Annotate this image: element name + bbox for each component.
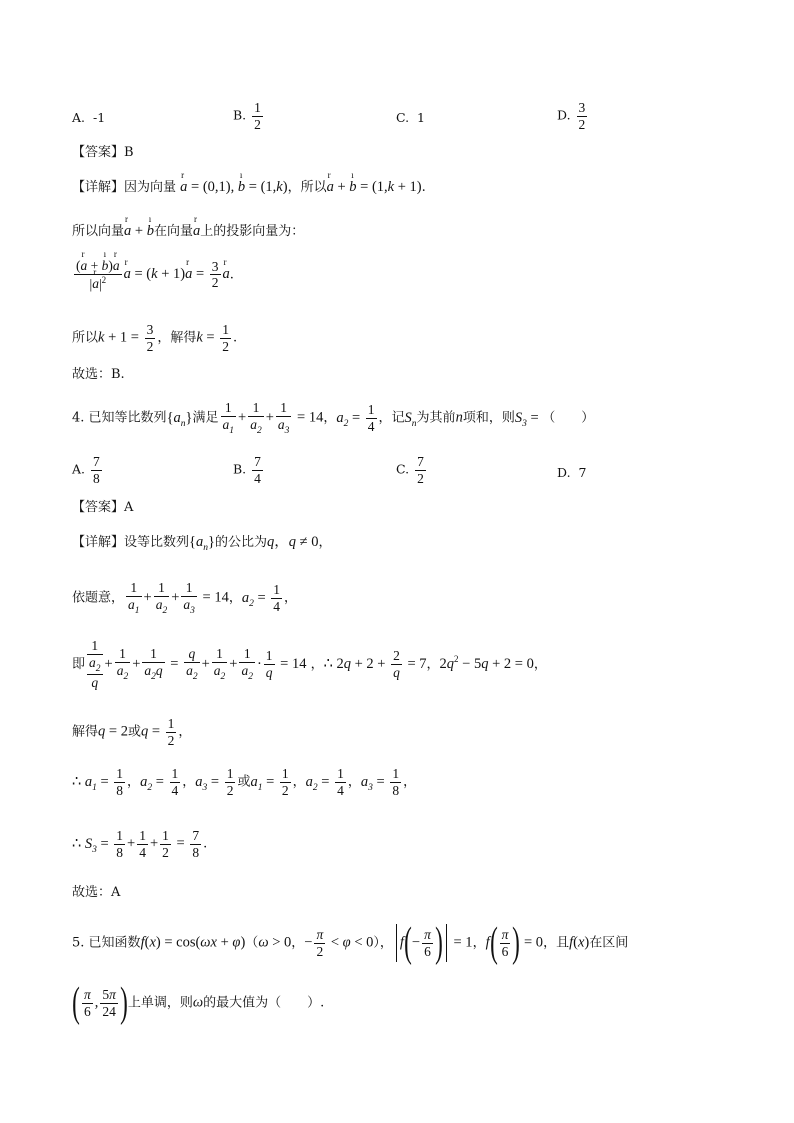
fraction: $\frac{3}{2}$ [578, 100, 586, 132]
text: 依题意， [72, 590, 125, 606]
fraction: $\frac{1}{a_3}$ [183, 580, 195, 616]
option-letter: A. [72, 461, 86, 477]
fraction: $\frac{1}{a_1}$ [128, 580, 140, 616]
fraction: $\frac{7}{8}$ [192, 828, 200, 860]
q4-option-a [72, 454, 104, 486]
q4-detail-line4: 解得q = 2或q = $\frac{1}{2}$ ， [72, 716, 192, 748]
text: ）， [373, 935, 393, 951]
text: 上的投影向量为： [200, 224, 305, 239]
q3-option-d [557, 100, 589, 132]
fraction: $\frac{1}{2}$ [281, 766, 289, 798]
text: （ [245, 935, 259, 951]
q3-projection-formula: $\frac{\text{(r a + ı b)r a}}{|r a|^2}$ r a = (k + 1)r a = $\frac{3}{2}$ r a. [72, 258, 234, 292]
math-expr: r a [193, 224, 200, 239]
option-letter: A. [72, 110, 86, 125]
q5-stem-line2: ( $\frac{\pi}{6}$ , $\frac{5\pi}{24}$ )上单调，则ω的最大值为（ ）. [72, 980, 325, 1026]
detail-label: 【详解】 [72, 180, 125, 195]
fraction: $\frac{1}{4}$ [337, 766, 344, 798]
math-expr: r a + ı b [124, 223, 154, 239]
fraction: $\frac{1}{2}$ [254, 100, 261, 132]
q4-stem: 4. 已知等比数列$\{a_n\}$满足 $\frac{1}{a_1}$ + $\frac{1}{a_2}$ + $\frac{1}{a_3}$ = 14，$a_2$ = $\frac{1}{4}$ ，记$S_n$为其前n项和，则$S_3$ = （ ） [72, 400, 595, 436]
option-value: 7 [578, 465, 587, 480]
fraction: $\frac{1}{a_2}$ [250, 400, 262, 436]
fraction: $\frac{3}{2}$ [146, 322, 154, 354]
option-letter: D. [557, 465, 571, 480]
fraction: $\frac{1}{4}$ [139, 828, 146, 860]
fraction: $\frac{1}{a_1}$ [222, 400, 235, 436]
text: ， [472, 935, 486, 951]
fraction: $\frac{1}{q}$ [265, 648, 273, 680]
fraction: 1 $a_2$ q [89, 638, 101, 691]
fraction: $\frac{1}{2}$ [167, 716, 175, 748]
q4-detail-line6: ∴ $S_3$ = $\frac{1}{8}$ + $\frac{1}{4}$ + $\frac{1}{2}$ = $\frac{7}{8}$ . [72, 828, 208, 860]
text: 即 [72, 656, 86, 672]
math-expr: r a + ı b = (1,k + 1) [327, 179, 422, 195]
fraction: $\frac{7}{4}$ [254, 454, 261, 486]
text: （ ） [542, 410, 595, 426]
option-value: -1 [92, 110, 106, 125]
text: ，且 [543, 935, 570, 951]
q4-conclusion: 故选：A [72, 885, 121, 900]
text: ， [291, 935, 305, 951]
text: 或 [127, 724, 141, 740]
detail-label: 【详解】 [72, 535, 125, 550]
text: 为其前 [416, 410, 456, 426]
text: ， [323, 410, 337, 426]
fraction: $\frac{\pi}{6}$ [84, 986, 91, 1019]
text: 满足 [192, 410, 219, 426]
fraction: $\frac{1}{8}$ [116, 828, 124, 860]
fraction: $\frac{1}{2}$ [222, 322, 229, 354]
option-letter: C. [396, 461, 410, 477]
text: 已知等比数列 [88, 410, 167, 426]
fraction: $\frac{2}{q}$ [393, 648, 400, 680]
fraction: $\frac{3}{2}$ [211, 258, 219, 291]
text: ，解得 [157, 330, 197, 346]
q4-detail-line1: 【详解】设等比数列$\{a_n\}$的公比为q，q ≠ 0， [72, 534, 332, 553]
q4-detail-line3: 即 1 $a_2$ q + $\frac{1}{a_2}$ + $\frac{1}{a_2q}$ = $\frac{q}{a_2}$ + $\frac{1}{a_2}$ + $\frac{1}{a_2}$ · $\frac{1}{q}$ = 14 ，∴ 2q + 2 + $\frac{2}{q}$ = 7，$2q^2 - 5q + 2 = 0$， [72, 638, 547, 691]
q3-conclusion: 故选：B. [72, 367, 125, 382]
fraction: $\frac{\text{(r a + ı b)r a}}{|r a|^2}$ [74, 258, 122, 292]
text: 解得 [72, 724, 99, 740]
option-letter: B. [233, 107, 247, 123]
fraction: $\frac{5\pi}{24}$ [102, 986, 116, 1019]
q3-detail-line1: 【详解】因为向量 r a = (0,1), ı b = (1,k)，所以r a + ı b = (1,k + 1). [72, 180, 426, 195]
option-value: 1 [417, 110, 425, 125]
q3-option-c [396, 110, 425, 125]
fraction: $\frac{1}{a_2}$ [116, 646, 129, 682]
text: ，所以 [287, 180, 327, 195]
text: 已知函数 [88, 935, 141, 951]
text: 因为向量 [124, 180, 177, 195]
q4-option-d [557, 465, 586, 480]
fraction: $\frac{1}{2}$ [162, 828, 169, 860]
question-number: 4. [72, 410, 85, 426]
fraction: $\frac{1}{a_2}$ [155, 580, 168, 616]
option-letter: C. [396, 110, 410, 125]
q3-answer: 【答案】B [72, 145, 134, 160]
q4-option-b [233, 454, 265, 486]
question-number: 5. [72, 935, 85, 951]
q4-option-c [396, 454, 428, 486]
option-letter: B. [233, 461, 247, 477]
fraction: $\frac{1}{a_2}$ [213, 646, 226, 682]
text: 或 [237, 774, 251, 790]
fraction: $\frac{1}{4}$ [367, 402, 375, 434]
q3-detail-line4: 所以k + 1 = $\frac{3}{2}$ ，解得k = $\frac{1}{2}$ . [72, 322, 238, 354]
text: 所以向量 [72, 224, 125, 239]
text: 所以 [72, 330, 99, 346]
fraction: $\frac{1}{a_2}$ [241, 646, 253, 682]
fraction: $\frac{\pi}{6}$ [501, 926, 509, 959]
fraction: $\frac{1}{4}$ [171, 766, 179, 798]
fraction: $\frac{1}{8}$ [392, 766, 400, 798]
q5-stem-line1: 5. 已知函数f(x) = cos(ωx + φ)（ω > 0，− $\frac{\pi}{2}$ < φ < 0）， f(− $\frac{\pi}{6}$ ) = 1，f( $\frac{\pi}{6}$ ) = 0，且f(x)在区间 [72, 920, 629, 966]
q3-option-a [72, 110, 105, 125]
fraction: $\frac{7}{8}$ [93, 454, 100, 486]
text: 在区间 [589, 935, 629, 951]
q3-option-b [233, 100, 265, 132]
text: ，记 [378, 410, 405, 426]
q4-answer: 【答案】A [72, 500, 134, 515]
text: 在向量 [153, 224, 193, 239]
q4-detail-line2: 依题意， $\frac{1}{a_1}$ + $\frac{1}{a_2}$ + $\frac{1}{a_3}$ = 14，$a_2$ = $\frac{1}{4}$ ， [72, 580, 298, 616]
fraction: $\frac{1}{a_3}$ [277, 400, 290, 436]
fraction: $\frac{\pi}{2}$ [316, 926, 324, 959]
q3-detail-line2 [72, 224, 304, 239]
fraction: $\frac{q}{a_2}$ [186, 646, 198, 682]
q4-detail-line5: ∴ $a_1$ = $\frac{1}{8}$ ，$a_2$ = $\frac{1}{4}$ ，$a_3$ = $\frac{1}{2}$ 或$a_1$ = $\frac{1}{2}$ ，$a_2$ = $\frac{1}{4}$ ，$a_3$ = $\frac{1}{8}$ ， [72, 766, 417, 798]
text: 上单调，则 [127, 995, 193, 1011]
math-expr: r a = (0,1), ı b = (1,k) [180, 179, 287, 195]
option-letter: D. [557, 107, 571, 123]
fraction: $\frac{7}{2}$ [417, 454, 424, 486]
text: 的最大值为（ ）. [203, 995, 325, 1011]
text: 项和，则 [462, 410, 515, 426]
text: 的公比为 [214, 535, 267, 550]
fraction: $\frac{1}{2}$ [226, 766, 234, 798]
fraction: $\frac{1}{8}$ [116, 766, 124, 798]
fraction: $\frac{1}{a_2q}$ [144, 646, 163, 682]
fraction: $\frac{1}{4}$ [273, 582, 281, 614]
text: 设等比数列 [124, 535, 190, 550]
fraction: $\frac{\pi}{6}$ [424, 926, 431, 959]
